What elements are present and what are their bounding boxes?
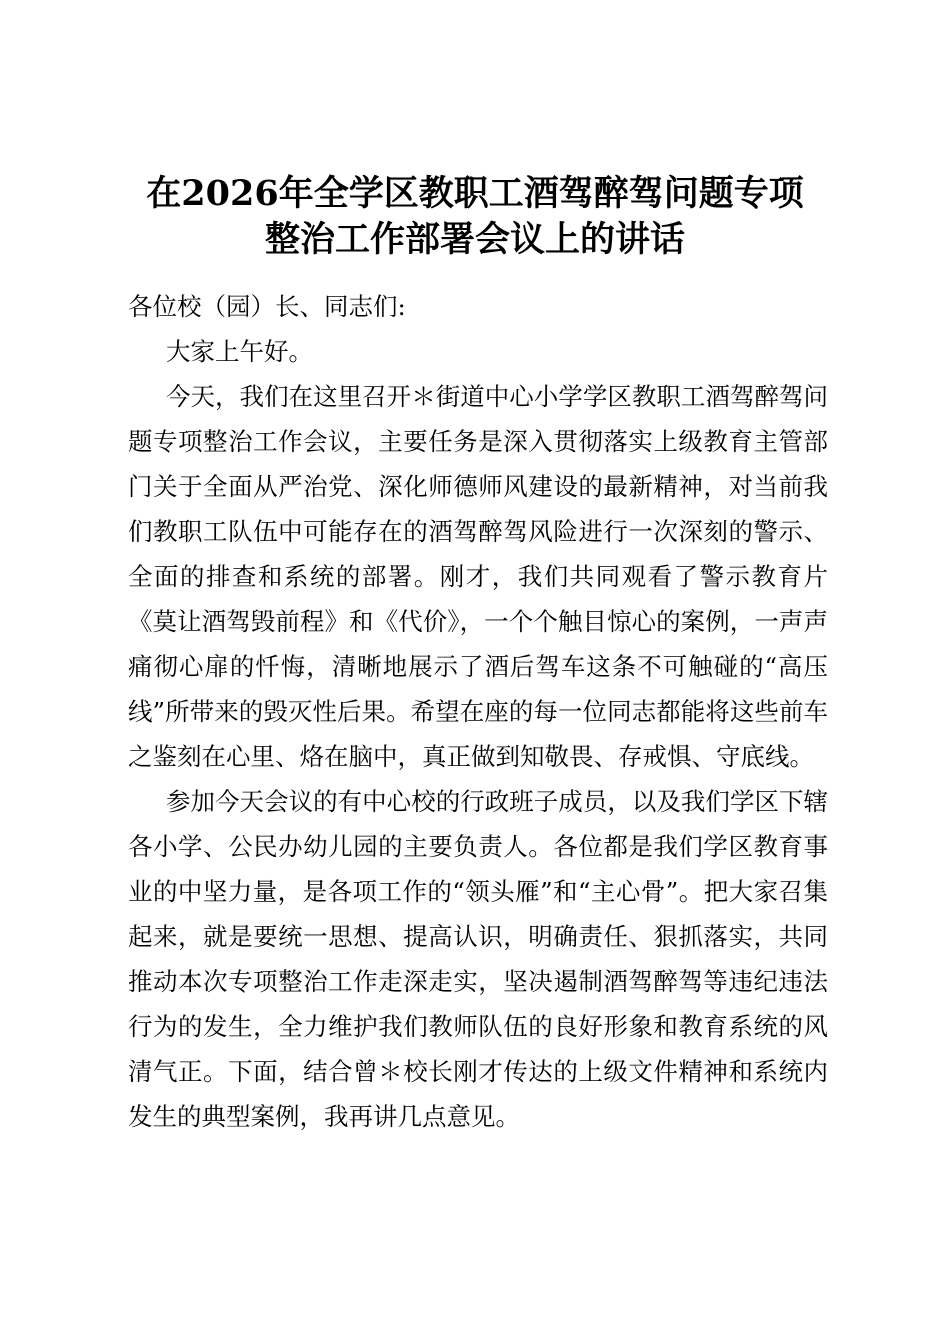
document-title-line-1: 在2026年全学区教职工酒驾醉驾问题专项 [146,173,804,214]
salutation: 各位校（园）长、同志们: [128,292,406,321]
paragraph-2: 参加今天会议的有中心校的行政班子成员，以及我们学区下辖各小学、公民办幼儿园的主要负责人。各位都是我们学区教育事业的中坚力量，是各项工作的“领头雁”和“主心骨”。把大家召集起来，就是要统一思想、提高认识，明确责任、狠抓落实，共同推动本次专项整治工作走深走实，坚决遏制酒驾醉驾等违纪违法行为的发生，全力维护我们教师队伍的良好形象和教育系统的风清气正。下面，结合曾＊校长刚才传达的上级文件精神和系统内发生的典型案例，我再讲几点意见。 [128,787,828,1131]
document-body [128,284,828,1139]
paragraph-1: 今天，我们在这里召开＊街道中心小学学区教职工酒驾醉驾问题专项整治工作会议，主要任务是深入贯彻落实上级教育主管部门关于全面从严治党、深化师德师风建设的最新精神，对当前我们教职工队伍中可能存在的酒驾醉驾风险进行一次深刻的警示、全面的排查和系统的部署。刚才，我们共同观看了警示教育片《莫让酒驾毁前程》和《代价》，一个个触目惊心的案例，一声声痛彻心扉的忏悔，清晰地展示了酒后驾车这条不可触碰的“高压线”所带来的毁灭性后果。希望在座的每一位同志都能将这些前车之鉴刻在心里、烙在脑中，真正做到知敬畏、存戒惧、守底线。 [128,382,828,771]
greeting: 大家上午好。 [166,337,313,366]
document-title-line-2: 整治工作部署会议上的讲话 [264,219,685,260]
